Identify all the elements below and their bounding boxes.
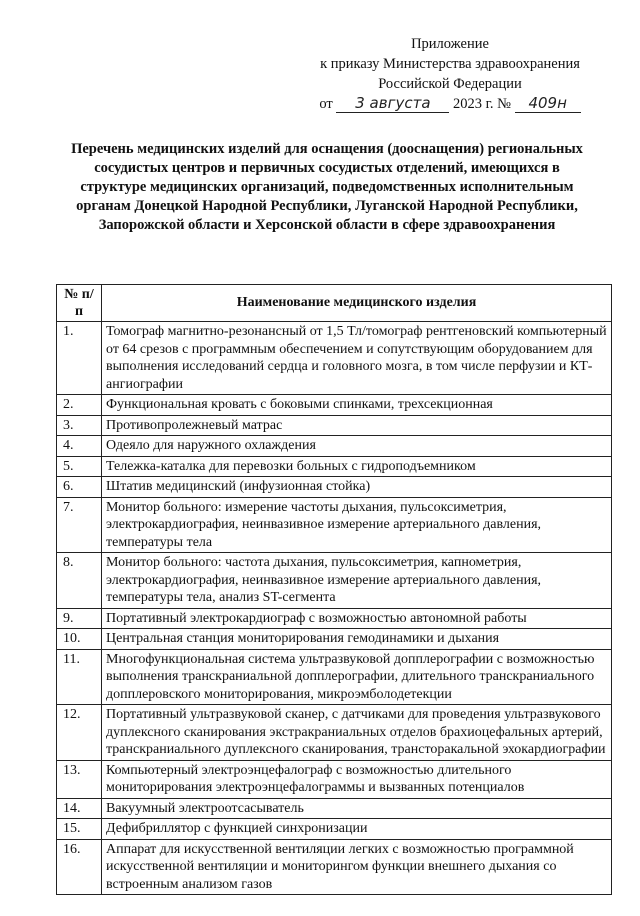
table-row <box>57 608 612 629</box>
row-number: 12. <box>57 705 102 761</box>
row-number: 15. <box>57 819 102 840</box>
table-row <box>57 760 612 798</box>
table-row <box>57 629 612 650</box>
row-number: 1. <box>57 322 102 395</box>
table-row <box>57 798 612 819</box>
row-number: 6. <box>57 477 102 498</box>
year-text: 2023 г. № <box>453 96 512 112</box>
row-number: 10. <box>57 629 102 650</box>
device-name: Портативный ультразвуковой сканер, с датчиками для проведения ультразвукового дуплексного сканирования экстракраниальных отделов брахиоцефальных артерий, транскраниального дуплексного сканирования, трансторакальной эхокардиографии <box>102 705 612 761</box>
device-name: Противопролежневый матрас <box>102 415 612 436</box>
table-row <box>57 436 612 457</box>
column-header-name: Наименование медицинского изделия <box>102 285 612 322</box>
appendix-label: Приложение <box>411 36 489 52</box>
table-row <box>57 649 612 705</box>
row-number: 8. <box>57 553 102 609</box>
row-number: 16. <box>57 839 102 895</box>
device-name: Тележка-каталка для перевозки больных с гидроподъемником <box>102 456 612 477</box>
table-row <box>57 553 612 609</box>
row-number: 2. <box>57 395 102 416</box>
row-number: 13. <box>57 760 102 798</box>
device-name: Томограф магнитно-резонансный от 1,5 Тл/томограф рентгеновский компьютерный от 64 срезов с программным обеспечением и сопутствующим оборудованием для выполнения исследований сердца и головного мозга, в том числе перфузии и КТ-ангиографии <box>102 322 612 395</box>
device-name: Портативный электрокардиограф с возможностью автономной работы <box>102 608 612 629</box>
table-row <box>57 415 612 436</box>
handwritten-order-number: 409н <box>515 95 581 113</box>
table-row <box>57 456 612 477</box>
row-number: 3. <box>57 415 102 436</box>
row-number: 14. <box>57 798 102 819</box>
device-name: Дефибриллятор с функцией синхронизации <box>102 819 612 840</box>
date-prefix: от <box>319 96 333 112</box>
table-body <box>57 322 612 895</box>
table-row <box>57 819 612 840</box>
table-row <box>57 705 612 761</box>
device-name: Центральная станция мониторирования гемодинамики и дыхания <box>102 629 612 650</box>
device-name: Компьютерный электроэнцефалограф с возможностью длительного мониторирования электроэнцефалограммы и вызванных потенциалов <box>102 760 612 798</box>
device-name: Аппарат для искусственной вентиляции легких с возможностью программной искусственной вентиляции и мониторингом функции внешнего дыхания со встроенным анализом газов <box>102 839 612 895</box>
row-number: 9. <box>57 608 102 629</box>
device-name: Штатив медицинский (инфузионная стойка) <box>102 477 612 498</box>
devices-table <box>56 284 612 895</box>
device-name: Одеяло для наружного охлаждения <box>102 436 612 457</box>
device-name: Монитор больного: частота дыхания, пульсоксиметрия, капнометрия, электрокардиография, неинвазивное измерение артериального давления, температуры тела, анализ ST-сегмента <box>102 553 612 609</box>
device-name: Функциональная кровать с боковыми спинками, трехсекционная <box>102 395 612 416</box>
order-reference: к приказу Министерства здравоохранения <box>320 56 580 72</box>
table-row <box>57 497 612 553</box>
column-header-number: № п/п <box>57 285 102 322</box>
federation-name: Российской Федерации <box>378 76 522 92</box>
row-number: 7. <box>57 497 102 553</box>
device-name: Многофункциональная система ультразвуковой допплерографии с возможностью выполнения транскраниальной допплерографии, длительного транскраниального допплеровского мониторирования, микроэмболодетекции <box>102 649 612 705</box>
table-row <box>57 477 612 498</box>
document-title: Перечень медицинских изделий для оснащения (дооснащения) региональных сосудистых центров и первичных сосудистых отделений, имеющихся в структуре медицинских организаций, подведомственных исполнительным органам Донецкой Народной Республики, Луганской Народной Республики, Запорожской области и Херсонской области в сфере здравоохранения <box>71 141 583 233</box>
table-header-row <box>57 285 612 322</box>
appendix-header <box>300 34 600 114</box>
row-number: 4. <box>57 436 102 457</box>
handwritten-date: 3 августа <box>336 95 449 113</box>
device-name: Монитор больного: измерение частоты дыхания, пульсоксиметрия, электрокардиография, неинвазивное измерение артериального давления, температуры тела <box>102 497 612 553</box>
table-row <box>57 322 612 395</box>
row-number: 5. <box>57 456 102 477</box>
table-row <box>57 839 612 895</box>
device-name: Вакуумный электроотсасыватель <box>102 798 612 819</box>
table-row <box>57 395 612 416</box>
row-number: 11. <box>57 649 102 705</box>
order-date-line <box>300 94 600 114</box>
